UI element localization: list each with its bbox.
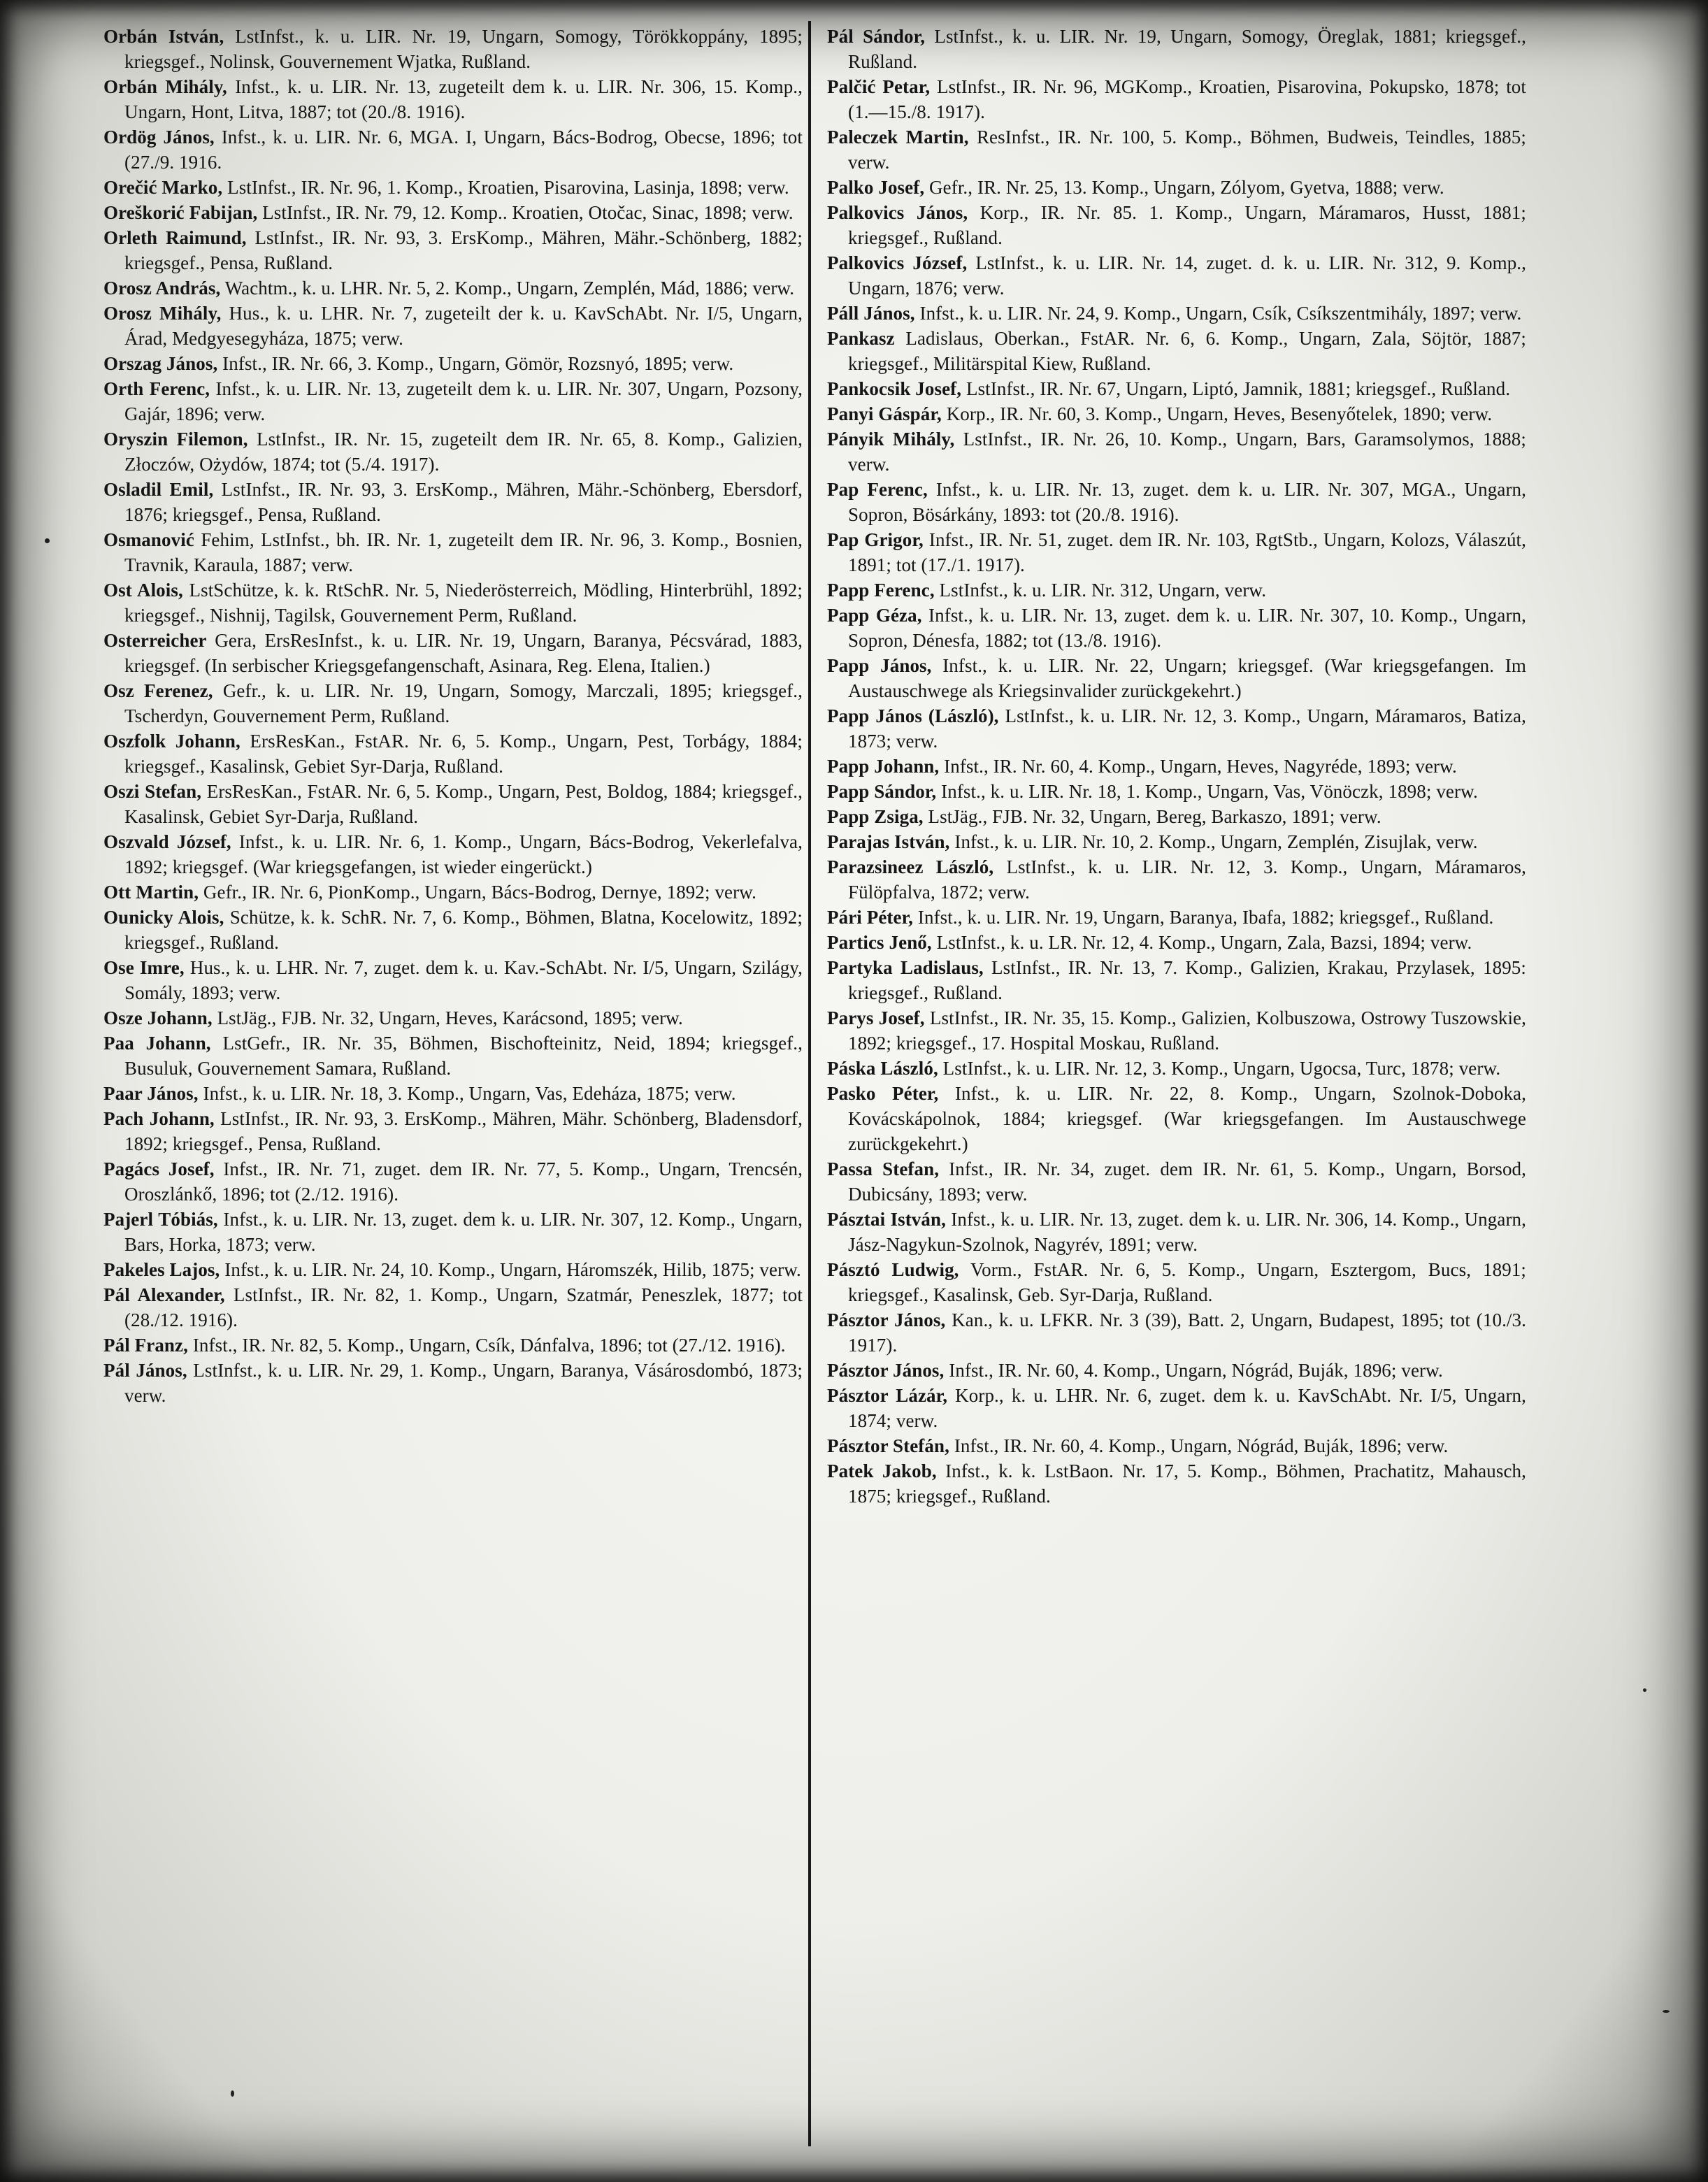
entry-details: Infst., k. u. LIR. Nr. 13, zuget. dem k. u. LIR. Nr. 307, 10. Komp., Ungarn, Sopron, Dénesfa, 1882; tot (13./8. 1916). — [848, 605, 1526, 651]
entry-details: Hus., k. u. LHR. Nr. 7, zuget. dem k. u. Kav.-SchAbt. Nr. I/5, Ungarn, Szilágy, Somály, 1893; verw. — [124, 957, 803, 1003]
entry-details: LstInfst., k. u. LIR. Nr. 312, Ungarn, verw. — [934, 580, 1267, 601]
register-entry — [827, 1433, 1526, 1458]
register-entry — [103, 829, 803, 880]
register-entry — [827, 326, 1526, 376]
register-entry — [827, 1005, 1526, 1056]
register-entry — [827, 804, 1526, 829]
entry-name: Paa Johann, — [103, 1033, 211, 1054]
register-entry — [827, 175, 1526, 200]
entry-details: Infst., k. k. LstBaon. Nr. 17, 5. Komp., Böhmen, Prachatitz, Mahausch, 1875; kriegsgef., Rußland. — [848, 1460, 1526, 1507]
entry-name: Partics Jenő, — [827, 932, 932, 953]
entry-name: Osmanović — [103, 529, 194, 550]
register-entry — [103, 477, 803, 527]
register-entry — [827, 1056, 1526, 1081]
register-entry — [827, 376, 1526, 401]
register-entry — [103, 1031, 803, 1081]
entry-name: Páll János, — [827, 303, 915, 324]
register-entry — [827, 1257, 1526, 1307]
entry-details: LstJäg., FJB. Nr. 32, Ungarn, Heves, Karácsond, 1895; verw. — [212, 1007, 683, 1028]
entry-details: LstInfst., IR. Nr. 79, 12. Komp.. Kroatien, Otočac, Sinac, 1898; verw. — [257, 202, 794, 223]
entry-name: Osze Johann, — [103, 1007, 213, 1028]
entry-name: Oreškorić Fabijan, — [103, 202, 258, 223]
entry-name: Pásztó Ludwig, — [827, 1259, 959, 1280]
entry-details: Infst., k. u. LIR. Nr. 22, Ungarn; kriegsgef. (War kriegsgefangen. Im Austauschwege als Kriegsinvalider zurückgekehrt.) — [848, 655, 1526, 701]
entry-details: ErsResKan., FstAR. Nr. 6, 5. Komp., Ungarn, Pest, Boldog, 1884; kriegsgef., Kasalinsk, Gebiet Syr-Darja, Rußland. — [124, 781, 803, 827]
left-column — [103, 24, 803, 2037]
entry-name: Parys Josef, — [827, 1007, 925, 1028]
entry-name: Pányik Mihály, — [827, 429, 955, 450]
entry-name: Orszag János, — [103, 353, 218, 374]
entry-details: Ladislaus, Oberkan., FstAR. Nr. 6, 6. Komp., Ungarn, Zala, Söjtör, 1887; kriegsgef., Militärspital Kiew, Rußland. — [848, 328, 1526, 374]
register-entry — [827, 703, 1526, 754]
register-entry — [103, 1207, 803, 1257]
entry-details: LstInfst., k. u. LIR. Nr. 29, 1. Komp., Ungarn, Baranya, Vásárosdombó, 1873; verw. — [124, 1360, 803, 1406]
entry-details: Infst., IR. Nr. 82, 5. Komp., Ungarn, Csík, Dánfalva, 1896; tot (27./12. 1916). — [187, 1335, 786, 1356]
entry-details: ErsResKan., FstAR. Nr. 6, 5. Komp., Ungarn, Pest, Torbágy, 1884; kriegsgef., Kasalinsk, Gebiet Syr-Darja, Rußland. — [124, 731, 803, 777]
entry-details: LstInfst., k. u. LIR. Nr. 19, Ungarn, Somogy, Törökkoppány, 1895; kriegsgef., Nolinsk, Gouvernement Wjatka, Rußland. — [124, 26, 803, 72]
entry-details: Gefr., k. u. LIR. Nr. 19, Ungarn, Somogy, Marczali, 1895; kriegsgef., Tscherdyn, Gouvernement Perm, Rußland. — [124, 680, 803, 726]
entry-details: Infst., k. u. LIR. Nr. 22, 8. Komp., Ungarn, Szolnok-Doboka, Kovácskápolnok, 1884; kriegsgef. (War kriegsgefangen. Im Austauschwege zurückgekehrt.) — [848, 1083, 1526, 1154]
entry-details: LstInfst., k. u. LIR. Nr. 12, 3. Komp., Ungarn, Ugocsa, Turc, 1878; verw. — [938, 1058, 1501, 1079]
entry-name: Orth Ferenc, — [103, 378, 210, 399]
register-entry — [827, 124, 1526, 175]
entry-name: Oryszin Filemon, — [103, 429, 248, 450]
entry-details: Infst., k. u. LIR. Nr. 24, 10. Komp., Ungarn, Háromszék, Hilib, 1875; verw. — [220, 1259, 801, 1280]
entry-details: Infst., k. u. LIR. Nr. 13, zuget. dem k. u. LIR. Nr. 307, 12. Komp., Ungarn, Bars, Horka, 1873; verw. — [124, 1209, 803, 1255]
entry-details: ResInfst., IR. Nr. 100, 5. Komp., Böhmen, Budweis, Teindles, 1885; verw. — [848, 127, 1526, 173]
entry-details: Infst., k. u. LIR. Nr. 19, Ungarn, Baranya, Ibafa, 1882; kriegsgef., Rußland. — [913, 907, 1494, 928]
register-entry — [827, 401, 1526, 426]
entry-details: LstInfst., IR. Nr. 82, 1. Komp., Ungarn, Szatmár, Peneszlek, 1877; tot (28./12. 1916). — [124, 1284, 803, 1330]
entry-name: Ounicky Alois, — [103, 907, 224, 928]
register-entry — [103, 426, 803, 477]
register-entry — [103, 376, 803, 426]
register-entry — [103, 225, 803, 275]
ink-speck — [231, 2090, 234, 2097]
entry-details: Kan., k. u. LFKR. Nr. 3 (39), Batt. 2, Ungarn, Budapest, 1895; tot (10./3. 1917). — [848, 1309, 1526, 1356]
entry-name: Papp Sándor, — [827, 781, 937, 802]
entry-details: Infst., IR. Nr. 71, zuget. dem IR. Nr. 77, 5. Komp., Ungarn, Trencsén, Oroszlánkő, 1896; tot (2./12. 1916). — [124, 1158, 803, 1205]
entry-details: Korp., IR. Nr. 85. 1. Komp., Ungarn, Máramaros, Husst, 1881; kriegsgef., Rußland. — [848, 202, 1526, 248]
entry-name: Papp Zsiga, — [827, 806, 924, 827]
entry-details: Infst., IR. Nr. 60, 4. Komp., Ungarn, Nógrád, Buják, 1896; verw. — [944, 1360, 1443, 1381]
entry-details: LstInfst., k. u. LIR. Nr. 14, zuget. d. k. u. LIR. Nr. 312, 9. Komp., Ungarn, 1876; verw. — [848, 252, 1526, 299]
entry-name: Orleth Raimund, — [103, 227, 247, 248]
entry-name: Pál Franz, — [103, 1335, 188, 1356]
ink-speck — [1643, 1688, 1646, 1692]
entry-name: Osz Ferenez, — [103, 680, 213, 701]
entry-details: LstInfst., IR. Nr. 96, MGKomp., Kroatien, Pisarovina, Pokupsko, 1878; tot (1.—15./8. 1917). — [848, 76, 1526, 122]
register-entry — [827, 854, 1526, 905]
entry-name: Papp Géza, — [827, 605, 922, 626]
entry-name: Orosz András, — [103, 278, 221, 299]
entry-name: Pasko Péter, — [827, 1083, 939, 1104]
register-entry — [103, 74, 803, 124]
register-entry — [827, 1081, 1526, 1156]
entry-details: Infst., k. u. LIR. Nr. 18, 1. Komp., Ungarn, Vas, Vönöczk, 1898; verw. — [936, 781, 1478, 802]
entry-details: Infst., IR. Nr. 34, zuget. dem IR. Nr. 61, 5. Komp., Ungarn, Borsod, Dubicsány, 1893; verw. — [848, 1158, 1526, 1205]
register-entry — [103, 301, 803, 351]
entry-name: Pach Johann, — [103, 1108, 215, 1129]
entry-name: Osterreicher — [103, 630, 207, 651]
entry-details: LstInfst., IR. Nr. 26, 10. Komp., Ungarn, Bars, Garamsolymos, 1888; verw. — [848, 429, 1526, 475]
register-entry — [103, 1257, 803, 1282]
register-entry — [103, 628, 803, 678]
entry-details: LstSchütze, k. k. RtSchR. Nr. 5, Niederösterreich, Mödling, Hinterbrühl, 1892; kriegsgef., Nishnij, Tagilsk, Gouvernement Perm, Rußland. — [124, 580, 803, 626]
register-entry — [103, 1081, 803, 1106]
entry-details: Vorm., FstAR. Nr. 6, 5. Komp., Ungarn, Esztergom, Bucs, 1891; kriegsgef., Kasalinsk, Geb. Syr-Darja, Rußland. — [848, 1259, 1526, 1305]
entry-details: LstInfst., IR. Nr. 67, Ungarn, Liptó, Jamnik, 1881; kriegsgef., Rußland. — [961, 378, 1511, 399]
entry-name: Pap Ferenc, — [827, 479, 928, 500]
entry-details: Infst., k. u. LIR. Nr. 13, zugeteilt dem k. u. LIR. Nr. 306, 15. Komp., Ungarn, Hont, Litva, 1887; tot (20./8. 1916). — [124, 76, 803, 122]
entry-name: Pakeles Lajos, — [103, 1259, 220, 1280]
entry-details: LstInfst., k. u. LIR. Nr. 19, Ungarn, Somogy, Öreglak, 1881; kriegsgef., Rußland. — [848, 26, 1526, 72]
register-entry — [103, 124, 803, 175]
register-entry — [103, 1156, 803, 1207]
entry-name: Pári Péter, — [827, 907, 914, 928]
register-entry — [827, 1156, 1526, 1207]
register-entry — [827, 1358, 1526, 1383]
entry-details: LstGefr., IR. Nr. 35, Böhmen, Bischofteinitz, Neid, 1894; kriegsgef., Busuluk, Gouvernement Samara, Rußland. — [124, 1033, 803, 1079]
entry-details: Infst., k. u. LIR. Nr. 10, 2. Komp., Ungarn, Zemplén, Zisujlak, verw. — [949, 831, 1478, 852]
entry-details: LstInfst., k. u. LIR. Nr. 12, 3. Komp., Ungarn, Máramaros, Fülöpfalva, 1872; verw. — [848, 856, 1526, 903]
register-entry — [827, 24, 1526, 74]
entry-details: Infst., k. u. LIR. Nr. 13, zugeteilt dem k. u. LIR. Nr. 307, Ungarn, Pozsony, Gajár, 1896; verw. — [124, 378, 803, 424]
entry-details: LstInfst., IR. Nr. 93, 3. ErsKomp., Mähren, Mähr.-Schönberg, 1882; kriegsgef., Pensa, Rußland. — [124, 227, 803, 273]
register-entry — [827, 955, 1526, 1005]
register-entry — [103, 1106, 803, 1156]
entry-details: Infst., IR. Nr. 51, zuget. dem IR. Nr. 103, RgtStb., Ungarn, Kolozs, Válaszút, 1891; tot (17./1. 1917). — [848, 529, 1526, 575]
register-entry — [827, 930, 1526, 955]
register-entry — [103, 1333, 803, 1358]
register-entry — [827, 829, 1526, 854]
entry-name: Pásztor Stefán, — [827, 1435, 949, 1456]
entry-details: LstInfst., k. u. LR. Nr. 12, 4. Komp., Ungarn, Zala, Bazsi, 1894; verw. — [931, 932, 1472, 953]
entry-name: Papp Ferenc, — [827, 580, 935, 601]
entry-name: Palkovics József, — [827, 252, 968, 273]
register-entry — [827, 1458, 1526, 1509]
entry-name: Pagács Josef, — [103, 1158, 215, 1179]
entry-name: Patek Jakob, — [827, 1460, 937, 1481]
entry-name: Oszvald József, — [103, 831, 231, 852]
ink-speck — [45, 538, 50, 543]
entry-details: Korp., k. u. LHR. Nr. 6, zuget. dem k. u. KavSchAbt. Nr. I/5, Ungarn, 1874; verw. — [848, 1385, 1526, 1431]
entry-name: Pásztai István, — [827, 1209, 946, 1230]
register-entry — [827, 527, 1526, 577]
entry-details: Fehim, LstInfst., bh. IR. Nr. 1, zugeteilt dem IR. Nr. 96, 3. Komp., Bosnien, Travnik, Karaula, 1887; verw. — [124, 529, 803, 575]
entry-details: Infst., IR. Nr. 66, 3. Komp., Ungarn, Gömör, Rozsnyó, 1895; verw. — [217, 353, 734, 374]
entry-name: Orbán Mihály, — [103, 76, 227, 97]
register-entry — [827, 1383, 1526, 1433]
register-entry — [103, 275, 803, 301]
register-entry — [827, 779, 1526, 804]
entry-details: Infst., k. u. LIR. Nr. 6, MGA. I, Ungarn, Bács-Bodrog, Obecse, 1896; tot (27./9. 1916. — [124, 127, 803, 173]
register-entry — [103, 200, 803, 225]
entry-details: Infst., k. u. LIR. Nr. 13, zuget. dem k. u. LIR. Nr. 307, MGA., Ungarn, Sopron, Bösárkány, 1893: tot (20./8. 1916). — [848, 479, 1526, 525]
entry-name: Parazsineez László, — [827, 856, 994, 877]
entry-name: Orečić Marko, — [103, 177, 223, 198]
entry-name: Osladil Emil, — [103, 479, 214, 500]
entry-name: Ost Alois, — [103, 580, 183, 601]
entry-details: Korp., IR. Nr. 60, 3. Komp., Ungarn, Heves, Besenyőtelek, 1890; verw. — [941, 403, 1493, 424]
register-entry — [103, 527, 803, 577]
register-entry — [103, 955, 803, 1005]
column-divider — [808, 21, 811, 2146]
register-entry — [103, 1005, 803, 1031]
register-entry — [827, 426, 1526, 477]
register-entry — [827, 603, 1526, 653]
entry-name: Palko Josef, — [827, 177, 925, 198]
entry-details: Infst., IR. Nr. 60, 4. Komp., Ungarn, Heves, Nagyréde, 1893; verw. — [939, 756, 1457, 777]
register-entry — [827, 1307, 1526, 1358]
entry-name: Orosz Mihály, — [103, 303, 222, 324]
entry-name: Palčić Petar, — [827, 76, 931, 97]
register-entry — [103, 1358, 803, 1408]
entry-details: LstJäg., FJB. Nr. 32, Ungarn, Bereg, Barkaszo, 1891; verw. — [923, 806, 1382, 827]
entry-details: Infst., k. u. LIR. Nr. 18, 3. Komp., Ungarn, Vas, Edeháza, 1875; verw. — [198, 1083, 736, 1104]
register-entry — [103, 351, 803, 376]
entry-details: LstInfst., IR. Nr. 93, 3. ErsKomp., Mähren, Mähr. Schönberg, Bladensdorf, 1892; kriegsgef., Pensa, Rußland. — [124, 1108, 803, 1154]
entry-details: Gefr., IR. Nr. 6, PionKomp., Ungarn, Bács-Bodrog, Dernye, 1892; verw. — [199, 882, 756, 903]
register-entry — [827, 577, 1526, 603]
register-entry — [827, 477, 1526, 527]
entry-name: Ordög János, — [103, 127, 215, 148]
register-entry — [103, 1282, 803, 1333]
entry-name: Papp János (László), — [827, 705, 999, 726]
register-entry — [827, 250, 1526, 301]
register-entry — [103, 24, 803, 74]
entry-name: Pásztor Lázár, — [827, 1385, 948, 1406]
entry-name: Oszfolk Johann, — [103, 731, 241, 752]
entry-name: Pásztor János, — [827, 1360, 945, 1381]
entry-details: Wachtm., k. u. LHR. Nr. 5, 2. Komp., Ungarn, Zemplén, Mád, 1886; verw. — [220, 278, 795, 299]
register-entry — [827, 905, 1526, 930]
entry-name: Orbán István, — [103, 26, 224, 47]
entry-details: Gefr., IR. Nr. 25, 13. Komp., Ungarn, Zólyom, Gyetva, 1888; verw. — [924, 177, 1444, 198]
entry-name: Pásztor János, — [827, 1309, 946, 1330]
entry-name: Ott Martin, — [103, 882, 199, 903]
ink-speck — [1663, 2010, 1670, 2013]
entry-name: Oszi Stefan, — [103, 781, 202, 802]
entry-details: LstInfst., IR. Nr. 96, 1. Komp., Kroatien, Pisarovina, Lasinja, 1898; verw. — [222, 177, 789, 198]
entry-name: Pajerl Tóbiás, — [103, 1209, 218, 1230]
register-entry — [827, 301, 1526, 326]
register-entry — [827, 1207, 1526, 1257]
entry-details: LstInfst., IR. Nr. 15, zugeteilt dem IR. Nr. 65, 8. Komp., Galizien, Złoczów, Ożydów, 1874; tot (5./4. 1917). — [124, 429, 803, 475]
register-entry — [827, 754, 1526, 779]
register-entry — [103, 905, 803, 955]
entry-details: Hus., k. u. LHR. Nr. 7, zugeteilt der k. u. KavSchAbt. Nr. I/5, Ungarn, Árad, Medgyesegyháza, 1875; verw. — [124, 303, 803, 349]
entry-name: Páska László, — [827, 1058, 938, 1079]
register-entry — [103, 678, 803, 728]
register-entry — [103, 175, 803, 200]
register-entry — [103, 728, 803, 779]
register-entry — [827, 74, 1526, 124]
entry-name: Pankasz — [827, 328, 895, 349]
entry-name: Papp János, — [827, 655, 932, 676]
entry-name: Pap Grigor, — [827, 529, 924, 550]
register-entry — [827, 653, 1526, 703]
entry-details: Infst., IR. Nr. 60, 4. Komp., Ungarn, Nógrád, Buják, 1896; verw. — [949, 1435, 1449, 1456]
entry-name: Pankocsik Josef, — [827, 378, 962, 399]
entry-details: Schütze, k. k. SchR. Nr. 7, 6. Komp., Böhmen, Blatna, Kocelowitz, 1892; kriegsgef., Rußland. — [124, 907, 803, 953]
entry-details: LstInfst., k. u. LIR. Nr. 12, 3. Komp., Ungarn, Máramaros, Batiza, 1873; verw. — [848, 705, 1526, 752]
entry-name: Parajas István, — [827, 831, 950, 852]
register-entry — [103, 779, 803, 829]
entry-name: Ose Imre, — [103, 957, 185, 978]
entry-details: Gera, ErsResInfst., k. u. LIR. Nr. 19, Ungarn, Baranya, Pécsvárad, 1883, kriegsgef. (In serbischer Kriegsgefangenschaft, Asinara, Reg. Elena, Italien.) — [124, 630, 803, 676]
entry-name: Palkovics János, — [827, 202, 968, 223]
entry-name: Partyka Ladislaus, — [827, 957, 984, 978]
register-entry — [103, 880, 803, 905]
entry-details: Infst., k. u. LIR. Nr. 6, 1. Komp., Ungarn, Bács-Bodrog, Vekerlefalva, 1892; kriegsgef. (War kriegsgefangen, ist wieder eingerückt.) — [124, 831, 803, 877]
entry-name: Pál Alexander, — [103, 1284, 225, 1305]
entry-name: Pál Sándor, — [827, 26, 926, 47]
entry-details: Infst., k. u. LIR. Nr. 13, zuget. dem k. u. LIR. Nr. 306, 14. Komp., Ungarn, Jász-Nagykun-Szolnok, Nagyrév, 1891; verw. — [848, 1209, 1526, 1255]
register-entry — [827, 200, 1526, 250]
entry-details: LstInfst., IR. Nr. 13, 7. Komp., Galizien, Krakau, Przylasek, 1895: kriegsgef., Rußland. — [848, 957, 1526, 1003]
entry-name: Paar János, — [103, 1083, 199, 1104]
entry-name: Pál János, — [103, 1360, 187, 1381]
entry-details: LstInfst., IR. Nr. 93, 3. ErsKomp., Mähren, Mähr.-Schönberg, Ebersdorf, 1876; kriegsgef., Pensa, Rußland. — [124, 479, 803, 525]
entry-details: Infst., k. u. LIR. Nr. 24, 9. Komp., Ungarn, Csík, Csíkszentmihály, 1897; verw. — [914, 303, 1522, 324]
entry-name: Papp Johann, — [827, 756, 940, 777]
register-entry — [103, 577, 803, 628]
entry-name: Passa Stefan, — [827, 1158, 940, 1179]
entry-details: LstInfst., IR. Nr. 35, 15. Komp., Galizien, Kolbuszowa, Ostrowy Tuszowskie, 1892; kriegsgef., 17. Hospital Moskau, Rußland. — [848, 1007, 1526, 1054]
entry-name: Paleczek Martin, — [827, 127, 969, 148]
entry-name: Panyi Gáspár, — [827, 403, 942, 424]
right-column — [827, 24, 1526, 2037]
